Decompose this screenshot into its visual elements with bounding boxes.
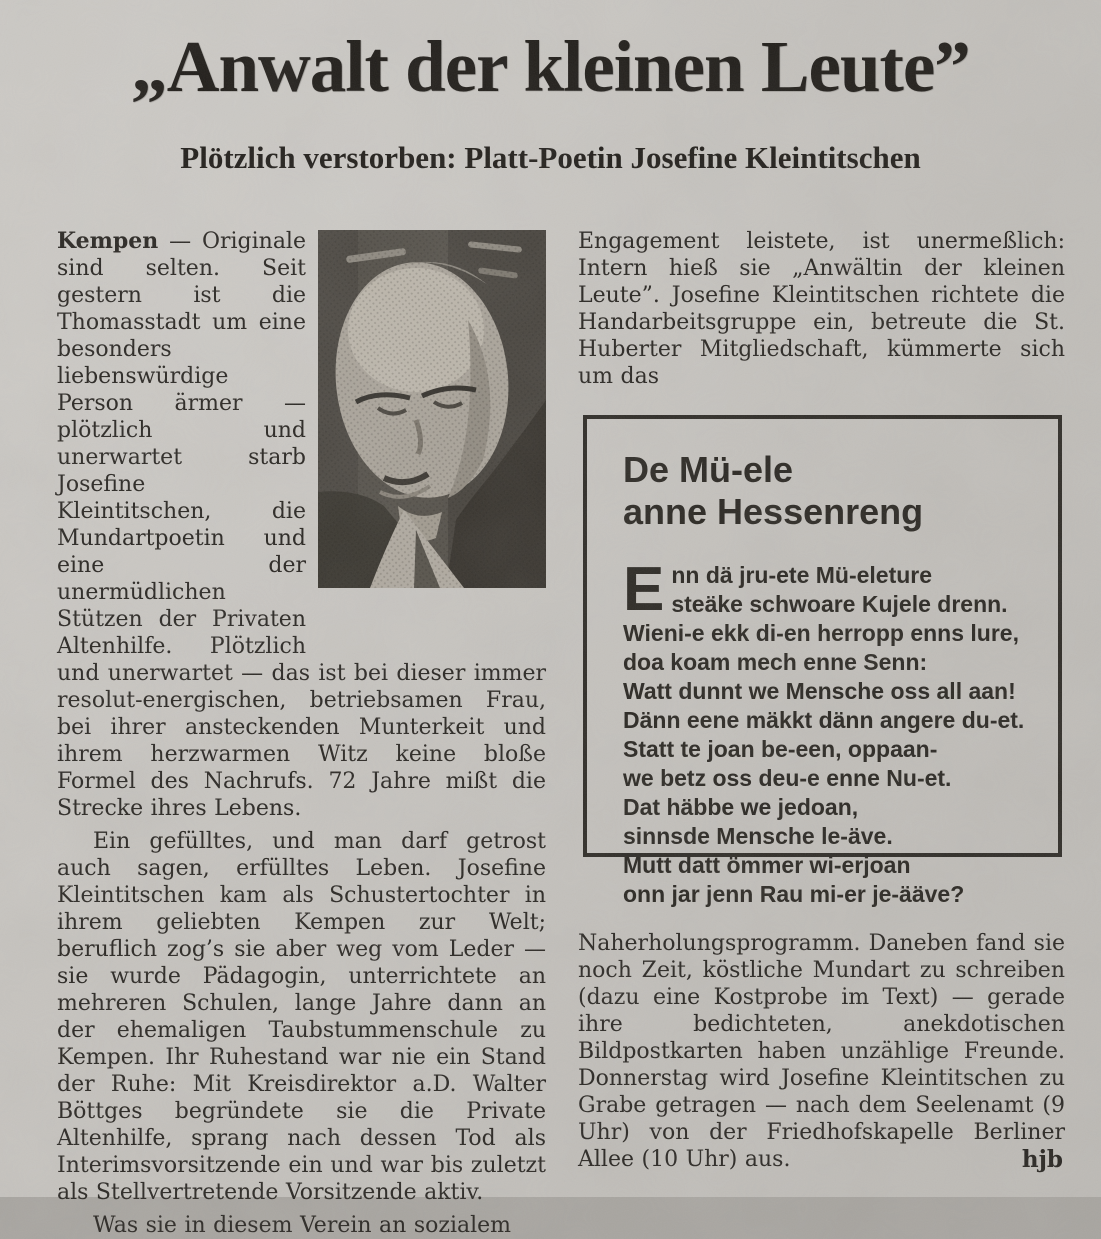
- poem-line: we betz oss deu-e enne Nu-et.: [623, 765, 952, 791]
- paragraph-2: Ein gefülltes, und man darf getrost auch sagen, erfülltes Leben. Josefine Kleintitschen kam als Schustertochter in ihrem geliebten Kempen zur Welt; beruflich zog’s sie aber weg vom Leder — sie wurde Pädagogin, unterrichtete an mehreren Schulen, lange Jahre dann an der ehemaligen Taubstummenschule zu Kempen. Ihr Ruhestand war nie ein Stand der Ruhe: Mit Kreisdirektor a.D. Walter Böttges begründete sie die Private Altenhilfe, sprang nach dessen Tod als Interimsvorsitzende ein und war bis zuletzt als Stellvertretende Vorsitzende aktiv.: [57, 829, 546, 1205]
- poem-text: [623, 555, 1032, 909]
- poem-line: Dat häbbe we jedoan,: [623, 794, 859, 820]
- poem-line: onn jar jenn Rau mi-er je-ääve?: [623, 881, 965, 907]
- byline: hjb: [1021, 1146, 1063, 1173]
- poem-line: sinnsde Mensche le-äve.: [623, 823, 893, 849]
- poem-line: Statt te joan be-een, oppaan-: [623, 736, 938, 762]
- poem-box: [583, 415, 1062, 907]
- poem-line: steäke schwoare Kujele drenn.: [671, 591, 1008, 617]
- column2-paragraph-1: Engagement leistete, ist unermeßlich: Intern hieß sie „Anwältin der kleinen Leute”. Josefine Kleintitschen richtete die Handarbeitsgruppe ein, betreute die St. Huberter Mitgliedschaft, kümmerte sich um das: [578, 229, 1065, 389]
- subheadline: Plötzlich verstorben: Platt-Poetin Josefine Kleintitschen: [180, 140, 921, 175]
- headline: „Anwalt der kleinen Leute”: [131, 26, 970, 107]
- poem-line: doa koam mech enne Senn:: [623, 649, 928, 675]
- right-column: [578, 228, 1065, 1178]
- halftone-portrait-image: [318, 230, 546, 588]
- poem-line: Wieni-e ekk di-en herropp enns lure,: [623, 620, 1019, 646]
- paragraph-3: Was sie in diesem Verein an sozialem: [93, 1213, 512, 1238]
- location-lead: Kempen: [57, 228, 159, 254]
- poem-drop-cap: E: [623, 555, 665, 624]
- poem-line: Dänn eene mäkkt dänn angere du-et.: [623, 707, 1025, 733]
- poem-title-line-2: anne Hessenreng: [623, 491, 924, 532]
- portrait-photo: [318, 230, 546, 642]
- poem-line: Mutt datt ömmer wi-erjoan: [623, 852, 911, 878]
- poem-title: [623, 449, 1032, 533]
- left-column: [57, 228, 546, 1239]
- lead-paragraph-text: — Originale sind selten. Seit gestern ist die Thomasstadt um eine besonders liebenswürdige Person ärmer — plötzlich und unerwartet starb Josefine Kleintitschen, die Mundartpoetin und eine der unermüdlichen Stützen der Privaten Altenhilfe. Plötzlich und unerwartet — das ist bei dieser immer resolut-energischen, betriebsamen Frau, bei ihrer ansteckenden Munterkeit und ihrem herzwarmen Witz keine bloße Formel des Nachrufs. 72 Jahre mißt die Strecke ihres Lebens.: [57, 229, 546, 821]
- poem-line: nn dä jru-ete Mü-eleture: [671, 562, 933, 588]
- column2-bottom-block: [578, 930, 1065, 1173]
- column2-paragraph-2: Naherholungsprogramm. Daneben fand sie noch Zeit, köstliche Mundart zu schreiben (dazu eine Kostprobe im Text) — gerade ihre bedichteten, anekdotischen Bildpostkarten haben unzählige Freunde. Donnerstag wird Josefine Kleintitschen zu Grabe getragen — nach dem Seelenamt (9 Uhr) von der Friedhofskapelle Berliner Allee (10 Uhr) aus.: [578, 931, 1065, 1172]
- poem-line: Watt dunnt we Mensche oss all aan!: [623, 678, 1016, 704]
- poem-title-line-1: De Mü-ele: [623, 449, 794, 490]
